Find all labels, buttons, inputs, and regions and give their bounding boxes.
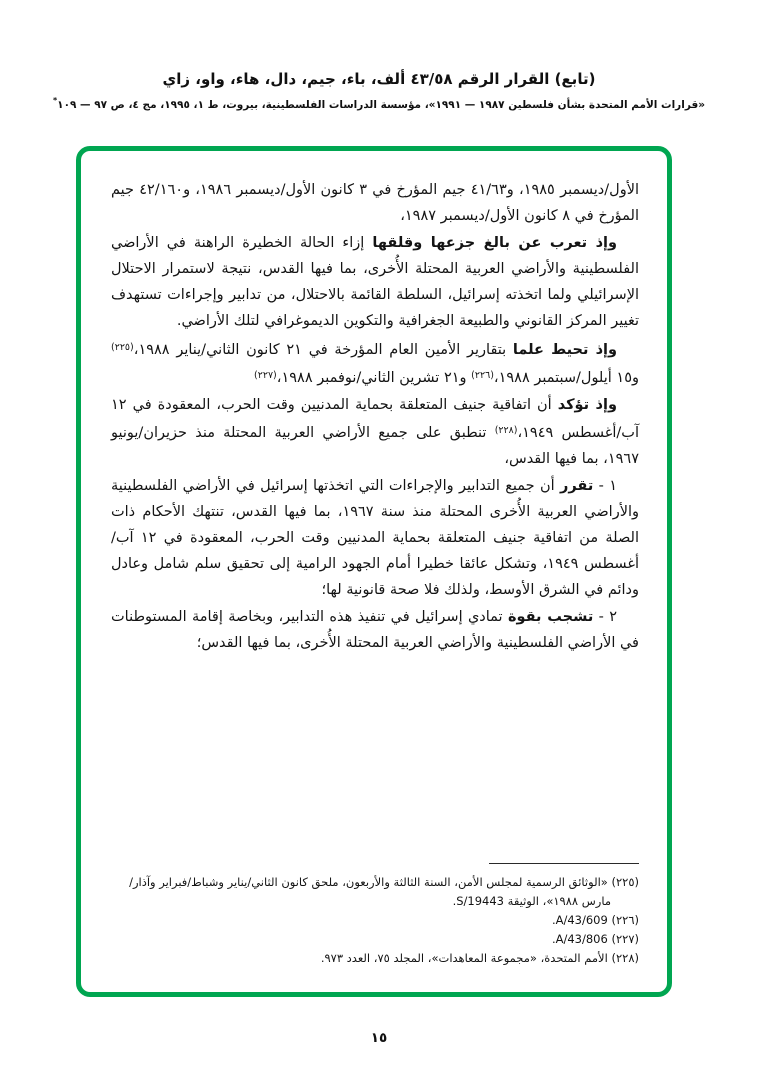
paragraph-lead: وإذ تحيط علما bbox=[512, 342, 618, 358]
paragraph-lead: وإذ تؤكد bbox=[557, 397, 617, 413]
text-run: تنطبق على جميع الأراضي العربية المحتلة منذ حزيران/يونيو ١٩٦٧، بما فيها القدس، bbox=[111, 425, 639, 467]
footnote bbox=[111, 911, 639, 930]
footnote-number: (٢٢٦) bbox=[611, 913, 639, 927]
resolution-body bbox=[111, 177, 639, 657]
footnote-ref: (٢٢٧) bbox=[254, 370, 277, 381]
page-number: ١٥ bbox=[370, 1030, 388, 1046]
body-paragraph bbox=[111, 473, 639, 603]
paragraph-lead: تشجب بقوة bbox=[507, 609, 594, 625]
paragraph-lead: تقرر bbox=[560, 478, 594, 494]
body-paragraph bbox=[111, 392, 639, 472]
resolution-title: (تابع) القرار الرقم ٤٣/٥٨ ألف، باء، جيم، دال، هاء، واو، زاي bbox=[162, 70, 596, 88]
footnote-divider bbox=[489, 863, 639, 864]
page-header bbox=[0, 70, 758, 111]
text-run: تمادي إسرائيل في تنفيذ هذه التدابير، وبخاصة إقامة المستوطنات في الأراضي الفلسطينية والأراضي العربية المحتلة الأُخرى، بما فيها القدس؛ bbox=[111, 609, 639, 651]
footnote-text: الأمم المتحدة، «مجموعة المعاهدات»، المجلد ٧٥، العدد ٩٧٣. bbox=[320, 951, 612, 965]
footnote bbox=[111, 873, 639, 911]
text-run: ١ - bbox=[593, 478, 617, 494]
footnotes-list bbox=[111, 873, 639, 968]
footnote-ref: (٢٢٨) bbox=[494, 425, 518, 436]
source-citation-text: «قرارات الأمم المتحدة بشأن فلسطين ١٩٨٧ — ١٩٩١»، مؤسسة الدراسات الفلسطينية، بيروت، ط ١، ١٩٩٥، مج ٤، ص ٩٧ — ١٠٩ bbox=[57, 99, 706, 111]
footnote-text: «الوثائق الرسمية لمجلس الأمن، السنة الثالثة والأربعون، ملحق كانون الثاني/يناير وشباط/فبراير وآذار/مارس ١٩٨٨»، الوثيقة S/19443. bbox=[129, 875, 612, 908]
footnote-number: (٢٢٨) bbox=[611, 951, 639, 965]
text-run: أن اتفاقية جنيف المتعلقة بحماية المدنيين وقت الحرب، المعقودة في ١٢ آب/أغسطس ١٩٤٩، bbox=[111, 397, 639, 441]
text-run: و٢١ تشرين الثاني/نوفمبر ١٩٨٨، bbox=[276, 370, 472, 386]
text-run: إزاء الحالة الخطيرة الراهنة في الأراضي الفلسطينية والأراضي العربية المحتلة الأُخرى، بما فيها القدس، نتيجة لاستمرار الاحتلال الإسرائيلي ولما اتخذته إسرائيل، السلطة القائمة بالاحتلال، من تدابير وإجراءات تستهدف تغيير المركز القانوني والطبيعة الجغرافية والتكوين الديموغرافي لتلك الأراضي. bbox=[111, 235, 639, 329]
body-paragraph bbox=[111, 335, 639, 391]
text-run: و١٥ أيلول/سبتمبر ١٩٨٨، bbox=[493, 370, 639, 386]
source-citation bbox=[0, 96, 758, 111]
body-paragraph bbox=[111, 604, 639, 656]
footnote-number: (٢٢٥) bbox=[611, 875, 639, 889]
footnote-ref: (٢٢٦) bbox=[471, 370, 494, 381]
text-run: ٢ - bbox=[593, 609, 617, 625]
highlight-border-box bbox=[76, 146, 672, 997]
footnote bbox=[111, 949, 639, 968]
paragraph-lead: وإذ تعرب عن بالغ جزعها وقلقها bbox=[372, 235, 617, 251]
footnote-number: (٢٢٧) bbox=[611, 932, 639, 946]
footnote-text: A/43/609. bbox=[551, 913, 612, 927]
source-footnote-mark: * bbox=[52, 96, 58, 105]
footnote-ref: (٢٢٥) bbox=[111, 342, 134, 353]
footnote bbox=[111, 930, 639, 949]
body-paragraph bbox=[111, 230, 639, 334]
text-run: أن جميع التدابير والإجراءات التي اتخذتها إسرائيل في الأراضي الفلسطينية والأراضي العربية الأُخرى المحتلة منذ سنة ١٩٦٧، بما فيها القدس، تنتهك الأحكام ذات الصلة من اتفاقية جنيف المتعلقة بحماية المدنيين وقت الحرب، المعقودة في ١٢ آب/أغسطس ١٩٤٩، وتشكل عائقا خطيرا أمام الجهود الرامية إلى تحقيق سلم شامل وعادل ودائم في الشرق الأوسط، ولذلك فلا صحة قانونية لها؛ bbox=[111, 478, 639, 598]
footnote-text: A/43/806. bbox=[551, 932, 612, 946]
text-run: بتقارير الأمين العام المؤرخة في ٢١ كانون الثاني/يناير ١٩٨٨، bbox=[133, 342, 513, 358]
text-run: الأول/ديسمبر ١٩٨٥، و٤١/٦٣ جيم المؤرخ في ٣ كانون الأول/ديسمبر ١٩٨٦، و٤٢/١٦٠ جيم المؤرخ في ٨ كانون الأول/ديسمبر ١٩٨٧، bbox=[111, 182, 639, 224]
body-paragraph bbox=[111, 177, 639, 229]
